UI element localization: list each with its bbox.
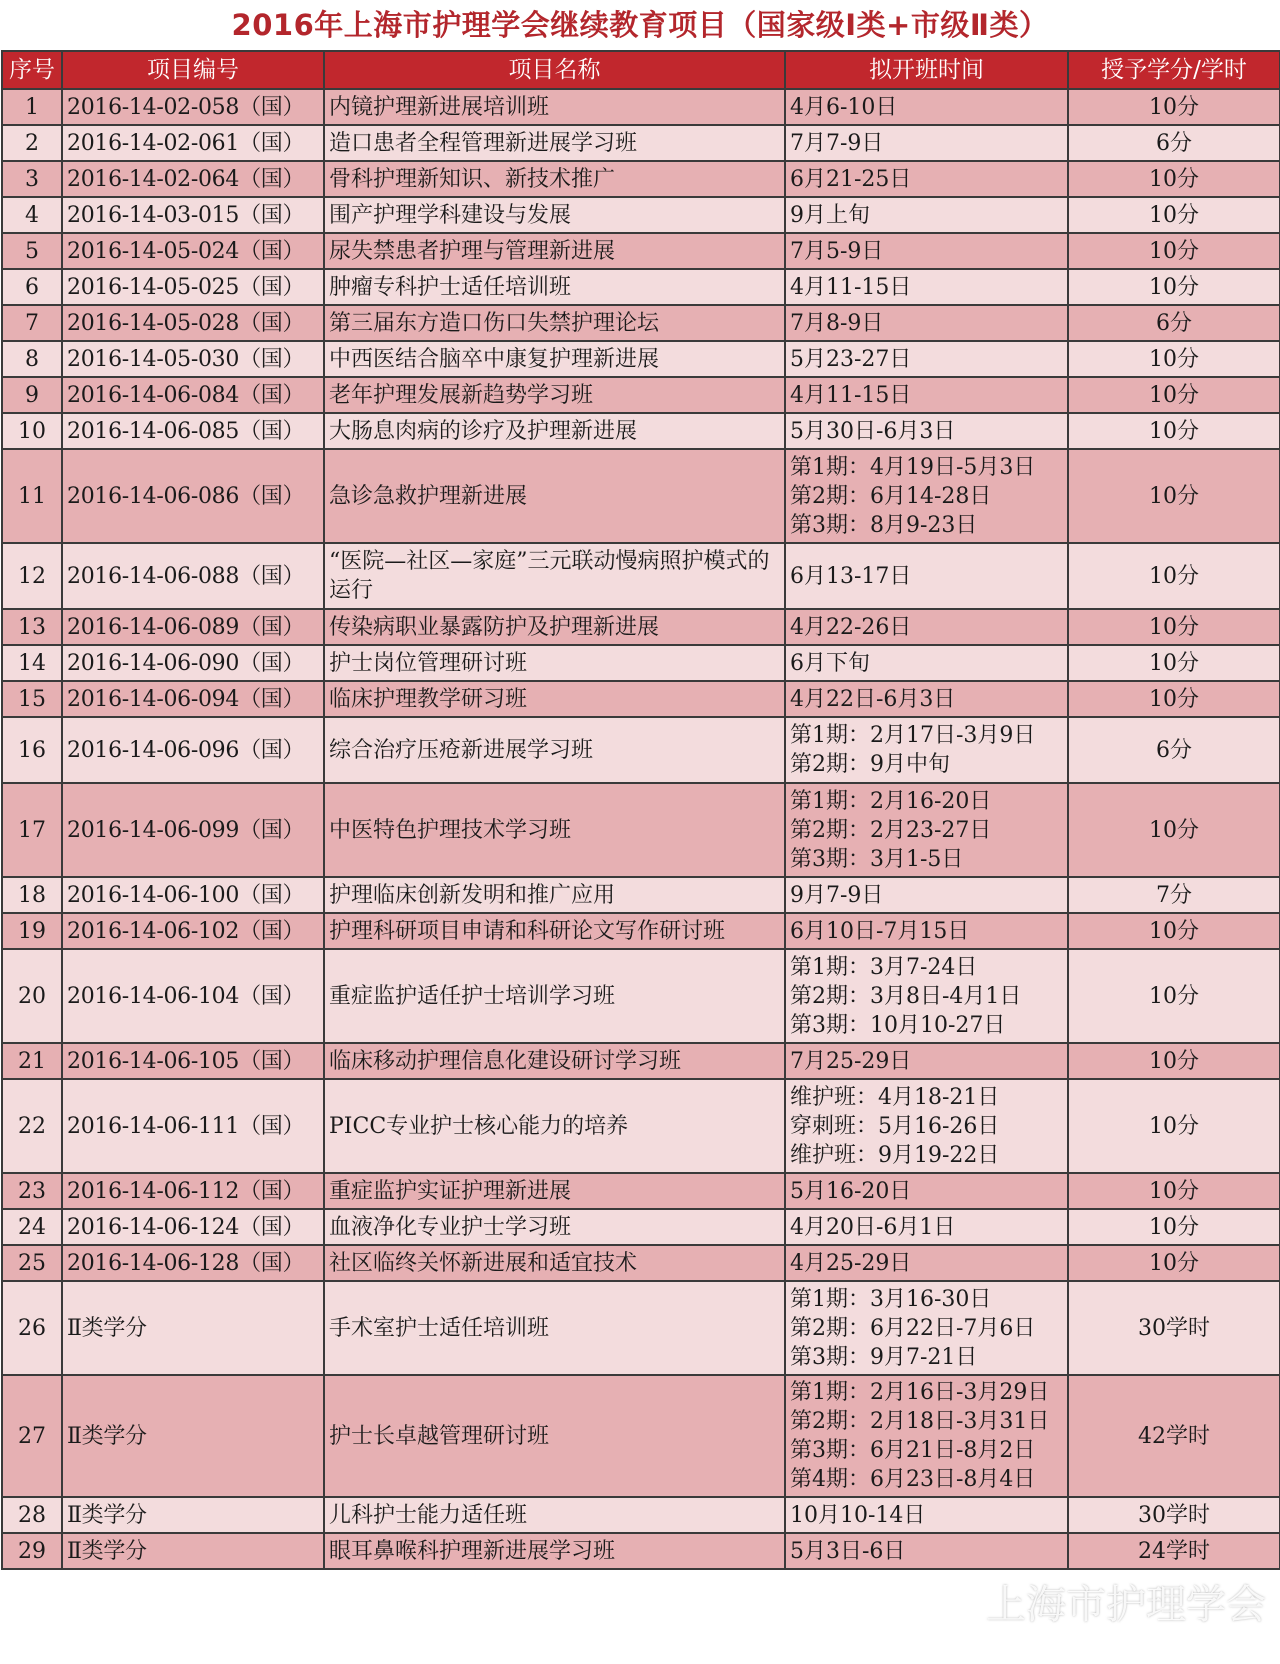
schedule-cell — [785, 1043, 1068, 1079]
credit-value: 10分 — [1068, 913, 1280, 949]
schedule-cell — [785, 1245, 1068, 1281]
project-code: 2016-14-03-015（国） — [62, 197, 324, 233]
project-code: 2016-14-02-061（国） — [62, 125, 324, 161]
schedule-cell — [785, 125, 1068, 161]
project-code: 2016-14-06-094（国） — [62, 681, 324, 717]
schedule-line: 第1期：2月16日-3月29日 — [790, 1380, 1050, 1405]
header-credit: 授予学分/学时 — [1068, 51, 1280, 89]
row-index: 27 — [2, 1375, 62, 1497]
schedule-line: 10月10-14日 — [790, 1502, 926, 1528]
table-row — [2, 1533, 1280, 1569]
table-row — [2, 913, 1280, 949]
table-row — [2, 377, 1280, 413]
row-index: 19 — [2, 913, 62, 949]
watermark — [908, 1573, 1266, 1630]
schedule-line: 第1期：2月17日-3月9日 — [790, 723, 1036, 748]
row-index: 23 — [2, 1173, 62, 1209]
credit-value: 10分 — [1068, 609, 1280, 645]
schedule-cell — [785, 341, 1068, 377]
project-name: 急诊急救护理新进展 — [324, 449, 785, 543]
schedule-cell — [785, 1281, 1068, 1375]
schedule-line: 第4期：6月23日-8月4日 — [790, 1467, 1036, 1492]
project-code: Ⅱ类学分 — [62, 1533, 324, 1569]
schedule-line: 7月5-9日 — [790, 238, 884, 264]
table-row — [2, 783, 1280, 877]
project-code: 2016-14-06-111（国） — [62, 1079, 324, 1173]
schedule-line: 第2期：2月23-27日 — [790, 817, 992, 843]
schedule-cell — [785, 197, 1068, 233]
schedule-line: 维护班：4月18-21日 — [790, 1084, 1000, 1110]
project-code: 2016-14-06-124（国） — [62, 1209, 324, 1245]
schedule-line: 第3期：9月7-21日 — [790, 1344, 978, 1370]
credit-value: 42学时 — [1068, 1375, 1280, 1497]
project-name: 肿瘤专科护士适任培训班 — [324, 269, 785, 305]
row-index: 18 — [2, 877, 62, 913]
project-name: 护士长卓越管理研讨班 — [324, 1375, 785, 1497]
table-row — [2, 413, 1280, 449]
schedule-line: 4月6-10日 — [790, 94, 898, 120]
schedule-line: 6月10日-7月15日 — [790, 918, 970, 944]
row-index: 8 — [2, 341, 62, 377]
schedule-line: 第2期：2月18日-3月31日 — [790, 1409, 1050, 1434]
course-table — [1, 50, 1280, 1570]
schedule-cell — [785, 233, 1068, 269]
project-code: Ⅱ类学分 — [62, 1497, 324, 1533]
row-index: 14 — [2, 645, 62, 681]
credit-value: 24学时 — [1068, 1533, 1280, 1569]
credit-value: 10分 — [1068, 645, 1280, 681]
schedule-line: 4月22日-6月3日 — [790, 686, 956, 712]
page-title: 2016年上海市护理学会继续教育项目（国家级Ⅰ类+市级Ⅱ类） — [231, 8, 1049, 42]
credit-value: 10分 — [1068, 377, 1280, 413]
schedule-line: 第2期：6月22日-7月6日 — [790, 1315, 1036, 1341]
project-name: 手术室护士适任培训班 — [324, 1281, 785, 1375]
project-code: 2016-14-06-100（国） — [62, 877, 324, 913]
wechat-icon — [908, 1574, 978, 1630]
project-code: 2016-14-06-102（国） — [62, 913, 324, 949]
credit-value: 10分 — [1068, 161, 1280, 197]
project-name: 临床移动护理信息化建设研讨学习班 — [324, 1043, 785, 1079]
schedule-line: 6月13-17日 — [790, 563, 912, 589]
project-code: 2016-14-06-084（国） — [62, 377, 324, 413]
table-row — [2, 197, 1280, 233]
project-name: 重症监护实证护理新进展 — [324, 1173, 785, 1209]
row-index: 16 — [2, 717, 62, 783]
table-body — [2, 89, 1280, 1569]
project-code: 2016-14-05-028（国） — [62, 305, 324, 341]
schedule-line: 5月30日-6月3日 — [790, 418, 956, 444]
project-name: 骨科护理新知识、新技术推广 — [324, 161, 785, 197]
schedule-line: 5月23-27日 — [790, 346, 912, 372]
project-code: 2016-14-06-105（国） — [62, 1043, 324, 1079]
table-row — [2, 233, 1280, 269]
project-code: 2016-14-06-128（国） — [62, 1245, 324, 1281]
schedule-cell — [785, 543, 1068, 609]
schedule-cell — [785, 449, 1068, 543]
schedule-line: 第3期：8月9-23日 — [790, 512, 978, 538]
project-name: 大肠息肉病的诊疗及护理新进展 — [324, 413, 785, 449]
table-row — [2, 1497, 1280, 1533]
project-name: 中医特色护理技术学习班 — [324, 783, 785, 877]
project-code: 2016-14-06-090（国） — [62, 645, 324, 681]
table-row — [2, 645, 1280, 681]
project-name: 护理科研项目申请和科研论文写作研讨班 — [324, 913, 785, 949]
schedule-cell — [785, 645, 1068, 681]
credit-value: 10分 — [1068, 681, 1280, 717]
project-code: Ⅱ类学分 — [62, 1281, 324, 1375]
row-index: 26 — [2, 1281, 62, 1375]
schedule-line: 4月20日-6月1日 — [790, 1214, 956, 1240]
schedule-line: 第2期：9月中旬 — [790, 752, 950, 777]
project-code: 2016-14-06-088（国） — [62, 543, 324, 609]
schedule-cell — [785, 609, 1068, 645]
row-index: 21 — [2, 1043, 62, 1079]
project-code: 2016-14-05-030（国） — [62, 341, 324, 377]
row-index: 10 — [2, 413, 62, 449]
row-index: 28 — [2, 1497, 62, 1533]
project-code: 2016-14-05-025（国） — [62, 269, 324, 305]
schedule-line: 7月25-29日 — [790, 1048, 912, 1074]
schedule-line: 第3期：6月21日-8月2日 — [790, 1438, 1036, 1463]
schedule-cell — [785, 681, 1068, 717]
table-row — [2, 1245, 1280, 1281]
schedule-cell — [785, 877, 1068, 913]
credit-value: 10分 — [1068, 1209, 1280, 1245]
credit-value: 30学时 — [1068, 1497, 1280, 1533]
schedule-line: 9月上旬 — [790, 202, 870, 228]
table-row — [2, 1079, 1280, 1173]
schedule-line: 第3期：10月10-27日 — [790, 1012, 1006, 1038]
table-row — [2, 269, 1280, 305]
row-index: 2 — [2, 125, 62, 161]
schedule-line: 第1期：3月16-30日 — [790, 1286, 992, 1312]
schedule-line: 穿刺班：5月16-26日 — [790, 1113, 1000, 1139]
project-name: 老年护理发展新趋势学习班 — [324, 377, 785, 413]
project-name: 尿失禁患者护理与管理新进展 — [324, 233, 785, 269]
project-name: 重症监护适任护士培训学习班 — [324, 949, 785, 1043]
project-name: “医院—社区—家庭”三元联动慢病照护模式的运行 — [324, 543, 785, 609]
credit-value: 10分 — [1068, 413, 1280, 449]
project-code: 2016-14-05-024（国） — [62, 233, 324, 269]
project-name: 儿科护士能力适任班 — [324, 1497, 785, 1533]
schedule-line: 维护班：9月19-22日 — [790, 1142, 1000, 1168]
row-index: 3 — [2, 161, 62, 197]
credit-value: 10分 — [1068, 1173, 1280, 1209]
table-row — [2, 305, 1280, 341]
project-name: 传染病职业暴露防护及护理新进展 — [324, 609, 785, 645]
credit-value: 7分 — [1068, 877, 1280, 913]
project-code: 2016-14-02-058（国） — [62, 89, 324, 125]
credit-value: 10分 — [1068, 341, 1280, 377]
table-row — [2, 1209, 1280, 1245]
schedule-cell — [785, 161, 1068, 197]
credit-value: 6分 — [1068, 717, 1280, 783]
schedule-line: 6月21-25日 — [790, 166, 912, 192]
schedule-cell — [785, 1375, 1068, 1497]
schedule-cell — [785, 1497, 1068, 1533]
schedule-line: 第1期：3月7-24日 — [790, 954, 978, 980]
row-index: 17 — [2, 783, 62, 877]
table-header-row — [2, 51, 1280, 89]
schedule-cell — [785, 305, 1068, 341]
row-index: 15 — [2, 681, 62, 717]
project-name: 中西医结合脑卒中康复护理新进展 — [324, 341, 785, 377]
credit-value: 10分 — [1068, 197, 1280, 233]
project-name: 内镜护理新进展培训班 — [324, 89, 785, 125]
project-code: 2016-14-06-086（国） — [62, 449, 324, 543]
row-index: 4 — [2, 197, 62, 233]
table-row — [2, 949, 1280, 1043]
row-index: 25 — [2, 1245, 62, 1281]
project-name: 第三届东方造口伤口失禁护理论坛 — [324, 305, 785, 341]
schedule-line: 第2期：6月14-28日 — [790, 483, 992, 509]
credit-value: 6分 — [1068, 125, 1280, 161]
header-schedule: 拟开班时间 — [785, 51, 1068, 89]
credit-value: 6分 — [1068, 305, 1280, 341]
schedule-line: 5月3日-6日 — [790, 1538, 906, 1564]
project-name: 眼耳鼻喉科护理新进展学习班 — [324, 1533, 785, 1569]
credit-value: 10分 — [1068, 783, 1280, 877]
schedule-line: 第2期：3月8日-4月1日 — [790, 983, 1022, 1009]
project-code: 2016-14-06-099（国） — [62, 783, 324, 877]
project-name: 造口患者全程管理新进展学习班 — [324, 125, 785, 161]
schedule-line: 第1期：2月16-20日 — [790, 788, 992, 814]
row-index: 22 — [2, 1079, 62, 1173]
table-row — [2, 341, 1280, 377]
row-index: 9 — [2, 377, 62, 413]
project-name: 血液净化专业护士学习班 — [324, 1209, 785, 1245]
project-code: 2016-14-06-112（国） — [62, 1173, 324, 1209]
credit-value: 10分 — [1068, 89, 1280, 125]
row-index: 1 — [2, 89, 62, 125]
row-index: 6 — [2, 269, 62, 305]
project-name: 综合治疗压疮新进展学习班 — [324, 717, 785, 783]
schedule-cell — [785, 377, 1068, 413]
table-row — [2, 1043, 1280, 1079]
project-code: 2016-14-06-085（国） — [62, 413, 324, 449]
project-name: 社区临终关怀新进展和适宜技术 — [324, 1245, 785, 1281]
header-project-name: 项目名称 — [324, 51, 785, 89]
header-index: 序号 — [2, 51, 62, 89]
credit-value: 10分 — [1068, 449, 1280, 543]
project-code: 2016-14-06-089（国） — [62, 609, 324, 645]
schedule-cell — [785, 89, 1068, 125]
table-row — [2, 125, 1280, 161]
table-row — [2, 1281, 1280, 1375]
table-row — [2, 609, 1280, 645]
schedule-cell — [785, 1533, 1068, 1569]
table-row — [2, 89, 1280, 125]
schedule-cell — [785, 717, 1068, 783]
row-index: 5 — [2, 233, 62, 269]
table-row — [2, 877, 1280, 913]
schedule-cell — [785, 1173, 1068, 1209]
schedule-line: 7月7-9日 — [790, 130, 884, 156]
project-code: Ⅱ类学分 — [62, 1375, 324, 1497]
schedule-line: 4月25-29日 — [790, 1250, 912, 1276]
table-row — [2, 449, 1280, 543]
schedule-cell — [785, 949, 1068, 1043]
project-code: 2016-14-06-096（国） — [62, 717, 324, 783]
project-code: 2016-14-02-064（国） — [62, 161, 324, 197]
schedule-cell — [785, 1209, 1068, 1245]
header-project-code: 项目编号 — [62, 51, 324, 89]
schedule-line: 第1期：4月19日-5月3日 — [790, 454, 1036, 480]
schedule-cell — [785, 413, 1068, 449]
credit-value: 10分 — [1068, 1245, 1280, 1281]
project-name: PICC专业护士核心能力的培养 — [324, 1079, 785, 1173]
row-index: 24 — [2, 1209, 62, 1245]
schedule-line: 4月11-15日 — [790, 274, 912, 300]
schedule-line: 5月16-20日 — [790, 1178, 912, 1204]
row-index: 11 — [2, 449, 62, 543]
schedule-cell — [785, 783, 1068, 877]
credit-value: 10分 — [1068, 269, 1280, 305]
schedule-line: 6月下旬 — [790, 650, 870, 676]
schedule-cell — [785, 269, 1068, 305]
table-row — [2, 717, 1280, 783]
credit-value: 10分 — [1068, 1079, 1280, 1173]
row-index: 13 — [2, 609, 62, 645]
schedule-line: 7月8-9日 — [790, 310, 884, 336]
row-index: 7 — [2, 305, 62, 341]
row-index: 12 — [2, 543, 62, 609]
schedule-cell — [785, 1079, 1068, 1173]
credit-value: 10分 — [1068, 949, 1280, 1043]
credit-value: 10分 — [1068, 543, 1280, 609]
project-name: 护士岗位管理研讨班 — [324, 645, 785, 681]
project-code: 2016-14-06-104（国） — [62, 949, 324, 1043]
project-name: 护理临床创新发明和推广应用 — [324, 877, 785, 913]
row-index: 20 — [2, 949, 62, 1043]
credit-value: 30学时 — [1068, 1281, 1280, 1375]
row-index: 29 — [2, 1533, 62, 1569]
schedule-cell — [785, 913, 1068, 949]
credit-value: 10分 — [1068, 1043, 1280, 1079]
table-row — [2, 1173, 1280, 1209]
table-row — [2, 681, 1280, 717]
table-row — [2, 543, 1280, 609]
schedule-line: 第3期：3月1-5日 — [790, 846, 964, 872]
project-name: 围产护理学科建设与发展 — [324, 197, 785, 233]
table-row — [2, 1375, 1280, 1497]
schedule-line: 4月11-15日 — [790, 382, 912, 408]
schedule-line: 9月7-9日 — [790, 882, 884, 908]
watermark-text: 上海市护理学会 — [986, 1582, 1266, 1628]
schedule-line: 4月22-26日 — [790, 614, 912, 640]
table-row — [2, 161, 1280, 197]
credit-value: 10分 — [1068, 233, 1280, 269]
project-name: 临床护理教学研习班 — [324, 681, 785, 717]
